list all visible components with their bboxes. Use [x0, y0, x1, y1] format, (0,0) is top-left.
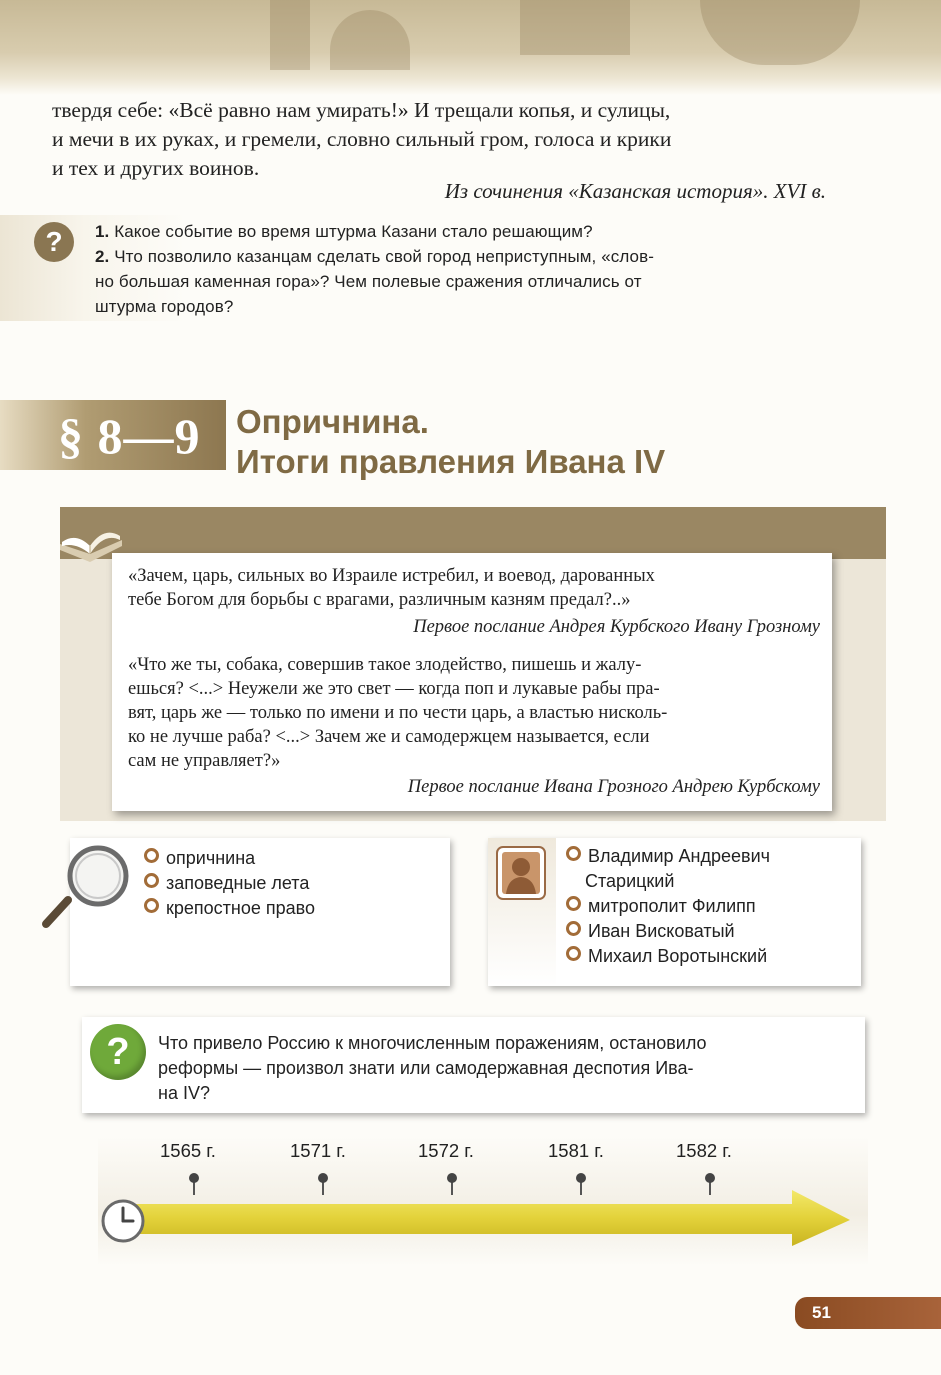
question-2-line-1: Что позволило казанцам сделать свой город неприступным, «слов- [114, 247, 655, 266]
top-decorative-banner [0, 0, 941, 95]
intro-line-1: твердя себе: «Всё равно нам умирать!» И трещали копья, и сулицы, [52, 98, 671, 122]
question-1-number: 1. [95, 222, 110, 241]
person-item: Михаил Воротынский [566, 944, 767, 969]
question-1: Какое событие во время штурма Казани стало решающим? [114, 222, 593, 241]
section-title-line-1: Опричнина. [236, 403, 429, 440]
green-question-icon: ? [90, 1024, 146, 1080]
bullet-icon [566, 896, 581, 911]
person-item: Владимир Андреевич [566, 844, 770, 869]
magnifier-icon [38, 842, 133, 932]
main-question-line-2: реформы — произвол знати или самодержавная деспотия Ива- [158, 1058, 694, 1078]
person-item: Иван Висковатый [566, 919, 735, 944]
quote-2-line-3: вят, царь же — только по имени и по чести царь, а властью нисколь- [128, 703, 668, 723]
main-question-text [158, 1031, 848, 1106]
timeline-year: 1582 г. [676, 1140, 732, 1161]
quote-1-line-2: тебе Богом для борьбы с врагами, различным казням предал?..» [128, 590, 631, 610]
section-title [236, 402, 665, 482]
bullet-icon [144, 848, 159, 863]
bullet-icon [566, 921, 581, 936]
page-number: 51 [812, 1303, 831, 1322]
timeline-year: 1571 г. [290, 1140, 346, 1161]
person-silhouette-icon [496, 846, 546, 900]
intro-line-3: и тех и других воинов. [52, 156, 260, 180]
document-header-bar [60, 507, 886, 559]
bullet-icon [144, 898, 159, 913]
quote-2-source: Первое послание Ивана Грозного Андрею Курбскому [407, 777, 820, 797]
term-item: заповедные лета [144, 871, 309, 896]
quote-1-line-1: «Зачем, царь, сильных во Израиле истребил, и воевод, дарованных [128, 566, 655, 586]
clock-icon [100, 1198, 146, 1244]
questions-text [95, 219, 830, 319]
question-2-line-2: но большая каменная гора»? Чем полевые сражения отличались от [95, 272, 642, 291]
timeline-arrow [112, 1188, 852, 1248]
timeline-year: 1581 г. [548, 1140, 604, 1161]
person-item-continued: Старицкий [585, 871, 675, 891]
intro-line-2: и мечи в их руках, и гремели, словно сильный гром, голоса и крики [52, 127, 672, 151]
quote-2-line-2: ешься? <...> Неужели же это свет — когда поп и лукавые рабы пра- [128, 679, 660, 699]
quote-2-line-4: ко не лучше раба? <...> Зачем же и самодержцем называется, если [128, 727, 650, 747]
quotes-card [112, 553, 832, 811]
section-number: § 8—9 [58, 408, 201, 464]
bullet-icon [144, 873, 159, 888]
main-question-line-3: на IV? [158, 1083, 210, 1103]
question-2-line-3: штурма городов? [95, 297, 234, 316]
main-question-line-1: Что привело Россию к многочисленным поражениям, остановило [158, 1033, 707, 1053]
bullet-icon [566, 846, 581, 861]
term-item: опричнина [144, 846, 255, 871]
bullet-icon [566, 946, 581, 961]
question-2-number: 2. [95, 247, 110, 266]
persons-box [488, 838, 861, 986]
intro-source: Из сочинения «Казанская история». XVI в. [444, 179, 826, 203]
term-item: крепостное право [144, 896, 315, 921]
person-item: митрополит Филипп [566, 894, 756, 919]
intro-paragraph [52, 96, 832, 183]
timeline-year: 1565 г. [160, 1140, 216, 1161]
quote-2-line-5: сам не управляет?» [128, 751, 281, 771]
quote-2-line-1: «Что же ты, собака, совершив такое злодейство, пишешь и жалу- [128, 655, 642, 675]
timeline-year: 1572 г. [418, 1140, 474, 1161]
question-mark-icon: ? [34, 222, 74, 262]
section-title-line-2: Итоги правления Ивана IV [236, 443, 666, 480]
quote-1-source: Первое послание Андрея Курбского Ивану Грозному [413, 617, 820, 637]
